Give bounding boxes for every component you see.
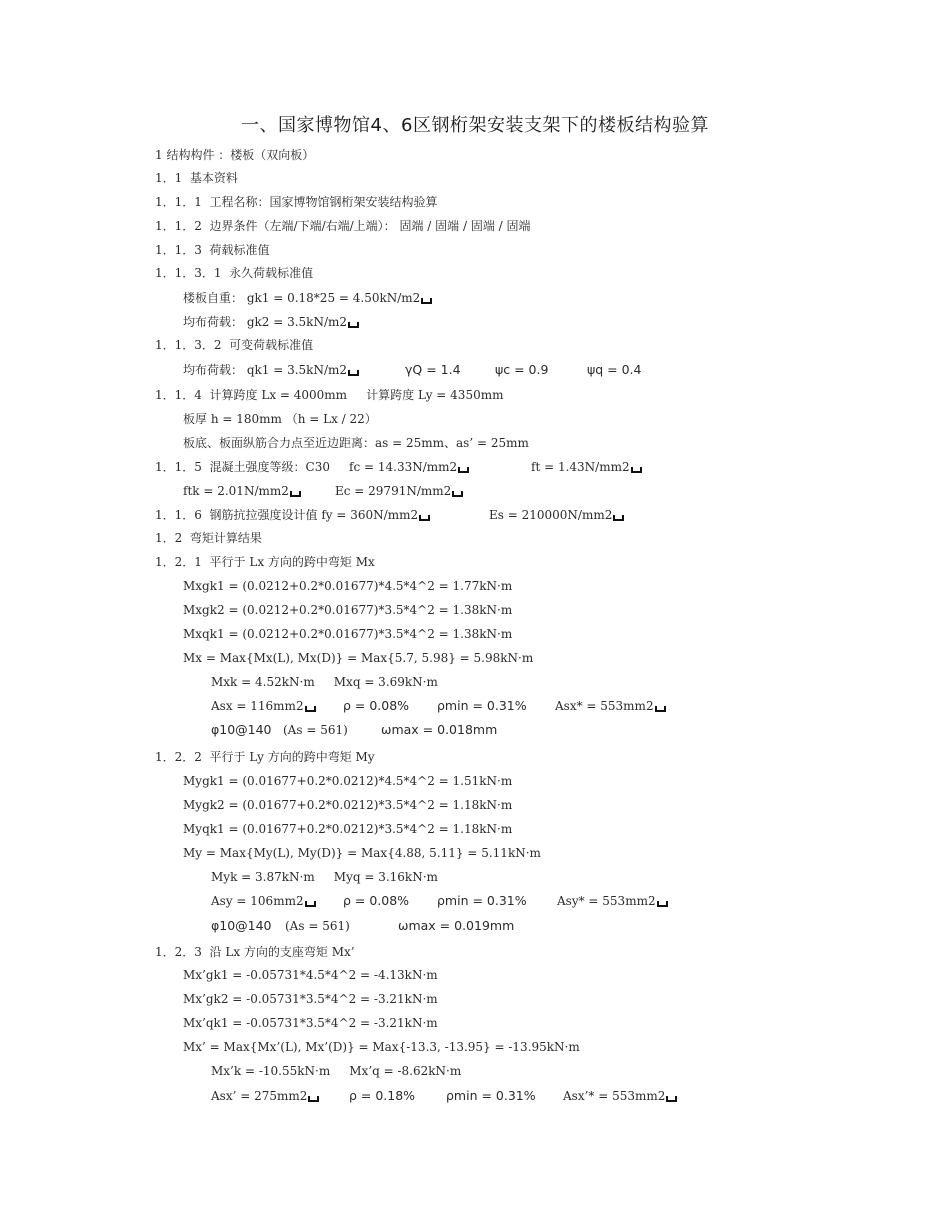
rebar-spec: φ10@140 <box>211 722 272 737</box>
unit-mark-icon <box>419 515 430 521</box>
unit-mark-icon <box>421 298 432 304</box>
unit-mark-icon <box>290 491 301 497</box>
formula-line: Mxqk1 = (0.0212+0.2*0.01677)*3.5*4^2 = 1.38kN·m <box>183 627 513 641</box>
formula-line <box>183 290 432 306</box>
section-heading: 1．1．3．1 永久荷载标准值 <box>155 266 314 280</box>
formula-line <box>183 314 359 330</box>
unit-mark-icon <box>348 370 359 376</box>
section-heading: 1．1．3 荷载标准值 <box>155 243 270 257</box>
formula-line <box>398 918 514 934</box>
rebar-spec: φ10@140 <box>211 918 272 933</box>
formula-line <box>381 722 497 738</box>
formula-line <box>349 1088 415 1104</box>
formula-text: ωmax = 0.018mm <box>381 722 498 737</box>
formula-text: Asx* = 553mm2 <box>555 699 654 713</box>
formula-text: 均布荷载： gk2 = 3.5kN/m2 <box>183 315 347 329</box>
section-heading: 1．2．1 平行于 Lx 方向的跨中弯矩 Mx <box>155 555 375 569</box>
rebar-area: (As = 561) <box>285 919 350 933</box>
section-heading: 1．2．2 平行于 Ly 方向的跨中弯矩 My <box>155 750 375 764</box>
formula-text: 均布荷载： qk1 = 3.5kN/m2 <box>183 363 347 377</box>
section-heading: 1．2．3 沿 Lx 方向的支座弯矩 Mx’ <box>155 945 355 959</box>
formula-text: Asx’ = 275mm2 <box>211 1089 308 1103</box>
formula-text: ρ = 0.08% <box>343 893 410 908</box>
formula-text: Asx’* = 553mm2 <box>563 1089 666 1103</box>
formula-text: Es = 210000N/mm2 <box>489 508 613 522</box>
formula-line <box>531 459 642 475</box>
unit-mark-icon <box>452 491 463 497</box>
formula-text: ftk = 2.01N/mm2 <box>183 484 289 498</box>
formula-text: 1．1．5 混凝土强度等级：C30 fc = 14.33N/mm2 <box>155 460 458 474</box>
formula-line <box>555 698 666 714</box>
rebar-area: (As = 561) <box>283 723 348 737</box>
formula-text: Asy = 106mm2 <box>211 894 304 908</box>
formula-text: ρmin = 0.31% <box>437 893 527 908</box>
formula-line <box>211 893 316 909</box>
unit-mark-icon <box>613 515 624 521</box>
formula-line <box>335 483 463 499</box>
text-line: 1 结构构件 ：楼板（双向板） <box>155 148 315 162</box>
formula-line <box>437 698 527 714</box>
formula-line: Mxgk2 = (0.0212+0.2*0.01677)*3.5*4^2 = 1.38kN·m <box>183 603 513 617</box>
unit-mark-icon <box>305 706 316 712</box>
formula-line: Mx = Max{Mx(L), Mx(D)} = Max{5.7, 5.98} = 5.98kN·m <box>183 651 534 665</box>
formula-text: Asx = 116mm2 <box>211 699 304 713</box>
unit-mark-icon <box>655 706 666 712</box>
formula-line <box>211 698 316 714</box>
unit-mark-icon <box>308 1096 319 1102</box>
formula-line <box>343 698 409 714</box>
document-title: 一、国家博物馆4、6区钢桁架安装支架下的楼板结构验算 <box>241 115 709 136</box>
formula-line: Myqk1 = (0.01677+0.2*0.0212)*3.5*4^2 = 1.18kN·m <box>183 822 513 836</box>
unit-mark-icon <box>458 467 469 473</box>
formula-line <box>211 1088 319 1104</box>
formula-text: 1．1．6 钢筋抗拉强度设计值 fy = 360N/mm2 <box>155 508 419 522</box>
formula-line <box>343 893 409 909</box>
load-factor: ψq = 0.4 <box>587 362 642 377</box>
unit-mark-icon <box>348 322 359 328</box>
formula-text: Asy* = 553mm2 <box>557 894 656 908</box>
formula-line: Mx’qk1 = -0.05731*3.5*4^2 = -3.21kN·m <box>183 1016 438 1030</box>
section-heading: 1．1 基本资料 <box>155 171 238 185</box>
text-line: 1．1．1 工程名称：国家博物馆钢桁架安装结构验算 <box>155 195 438 209</box>
formula-text: ρ = 0.08% <box>343 698 410 713</box>
formula-line: Mx’gk1 = -0.05731*4.5*4^2 = -4.13kN·m <box>183 968 438 982</box>
section-heading: 1．2 弯矩计算结果 <box>155 531 262 545</box>
formula-text: ρmin = 0.31% <box>437 698 527 713</box>
formula-text: ωmax = 0.019mm <box>398 918 515 933</box>
section-heading: 1．1．3．2 可变荷载标准值 <box>155 338 314 352</box>
text-line: 板底、板面纵筋合力点至近边距离：as = 25mm、as’ = 25mm <box>183 436 529 450</box>
load-factor: ψc = 0.9 <box>495 362 549 377</box>
formula-text: 楼板自重： gk1 = 0.18*25 = 4.50kN/m2 <box>183 291 421 305</box>
text-line: 1．1．2 边界条件（左端/下端/右端/上端）： 固端 / 固端 / 固端 / 固端 <box>155 219 531 233</box>
formula-line: Mygk1 = (0.01677+0.2*0.0212)*4.5*4^2 = 1.51kN·m <box>183 774 513 788</box>
unit-mark-icon <box>657 901 668 907</box>
formula-text: ft = 1.43N/mm2 <box>531 460 630 474</box>
load-factor: γQ = 1.4 <box>405 362 461 377</box>
formula-line <box>155 459 469 475</box>
formula-line <box>563 1088 677 1104</box>
formula-line <box>557 893 668 909</box>
text-line: 1．1．4 计算跨度 Lx = 4000mm 计算跨度 Ly = 4350mm <box>155 388 504 402</box>
formula-line: Myk = 3.87kN·m Myq = 3.16kN·m <box>211 870 438 884</box>
formula-line <box>489 507 624 523</box>
formula-line: My = Max{My(L), My(D)} = Max{4.88, 5.11} = 5.11kN·m <box>183 846 541 860</box>
formula-line: Mxk = 4.52kN·m Mxq = 3.69kN·m <box>211 675 438 689</box>
formula-line <box>155 507 430 523</box>
formula-line: Mx’k = -10.55kN·m Mx’q = -8.62kN·m <box>211 1064 462 1078</box>
formula-text: ρmin = 0.31% <box>446 1088 536 1103</box>
formula-text: Ec = 29791N/mm2 <box>335 484 452 498</box>
formula-line <box>183 483 301 499</box>
unit-mark-icon <box>305 901 316 907</box>
formula-line: Mygk2 = (0.01677+0.2*0.0212)*3.5*4^2 = 1.18kN·m <box>183 798 513 812</box>
unit-mark-icon <box>666 1096 677 1102</box>
formula-line: Mxgk1 = (0.0212+0.2*0.01677)*4.5*4^2 = 1.77kN·m <box>183 579 513 593</box>
unit-mark-icon <box>631 467 642 473</box>
formula-line: Mx’gk2 = -0.05731*3.5*4^2 = -3.21kN·m <box>183 992 438 1006</box>
formula-line: Mx’ = Max{Mx’(L), Mx’(D)} = Max{-13.3, -13.95} = -13.95kN·m <box>183 1040 580 1054</box>
formula-line <box>446 1088 536 1104</box>
formula-line <box>183 362 359 378</box>
text-line: 板厚 h = 180mm （h = Lx / 22） <box>183 412 377 426</box>
formula-text: ρ = 0.18% <box>349 1088 416 1103</box>
formula-line <box>437 893 527 909</box>
